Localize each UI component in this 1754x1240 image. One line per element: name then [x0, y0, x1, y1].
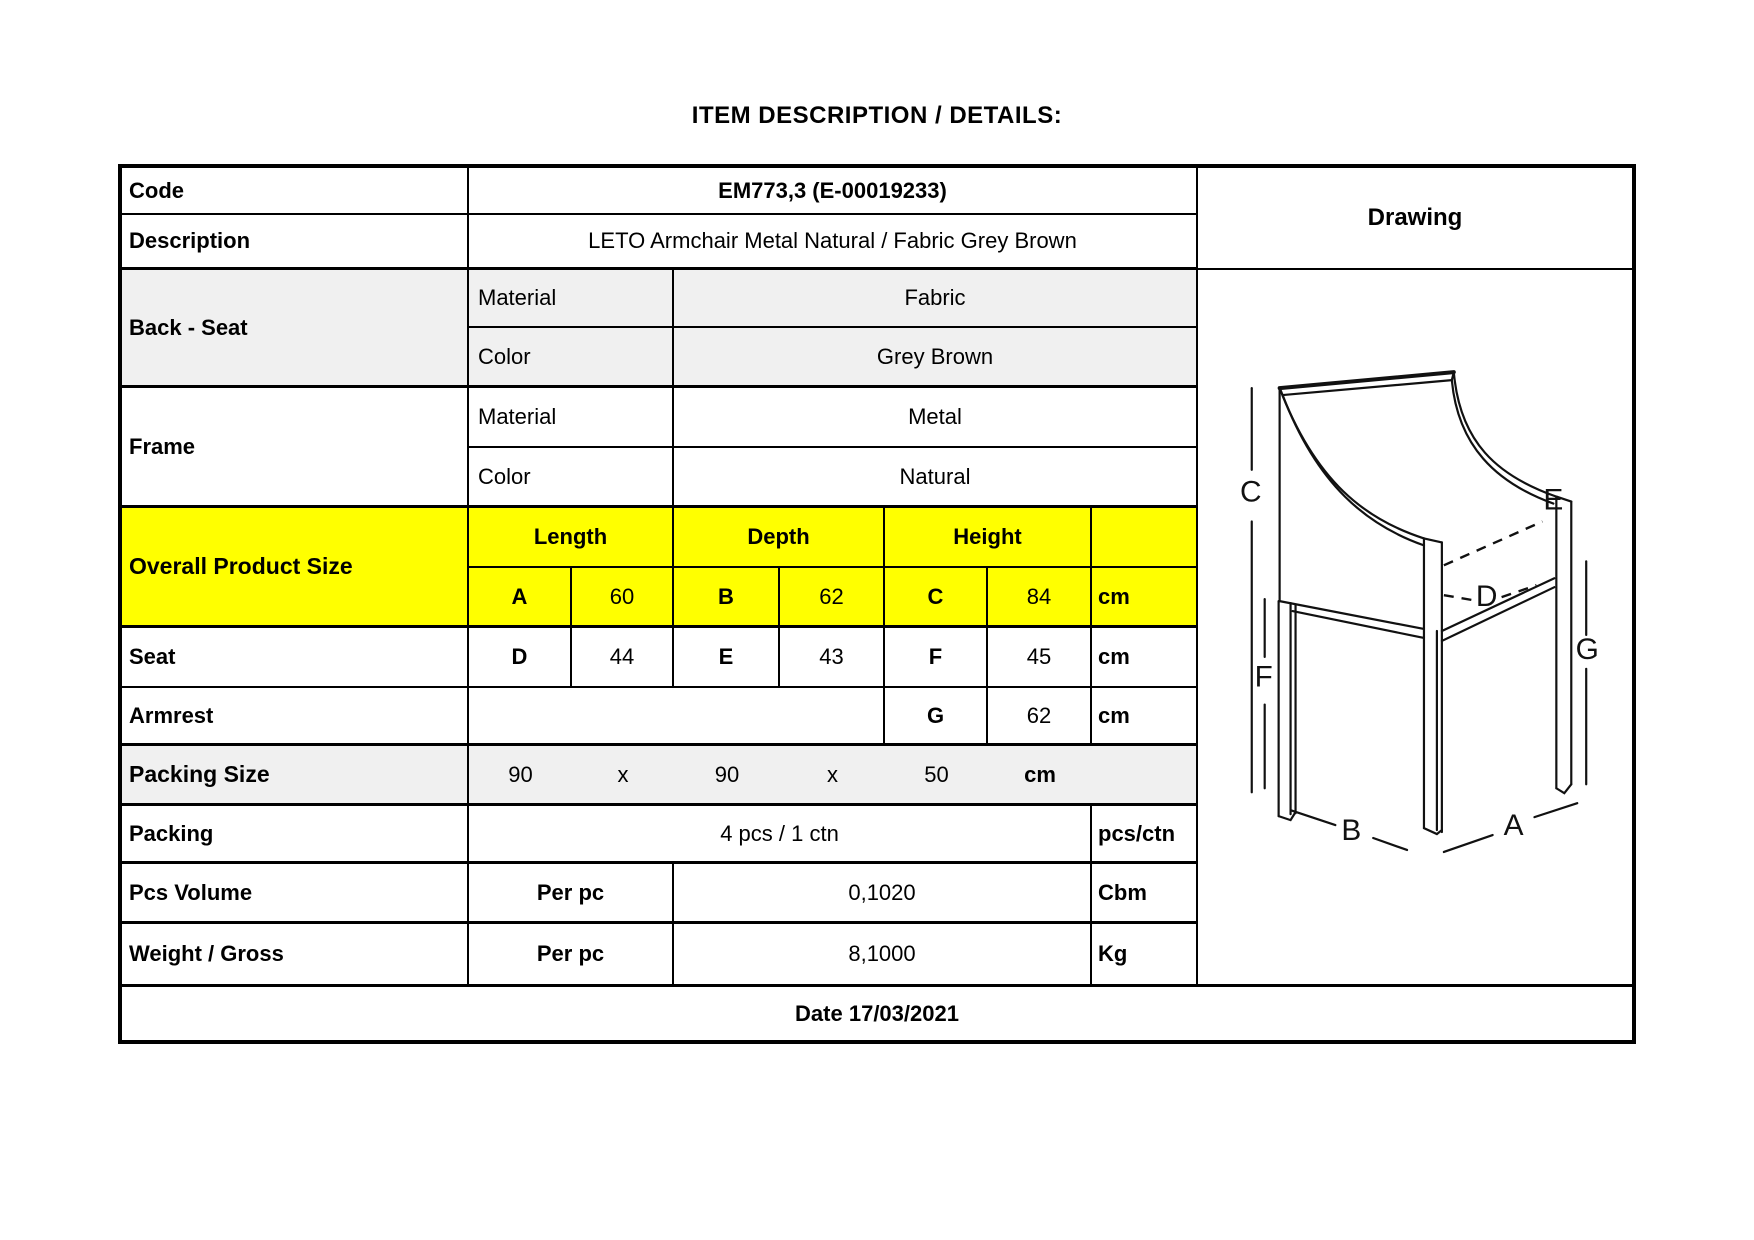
weight-gross-value: 8,1000 — [674, 924, 1092, 984]
date-row: Date 17/03/2021 — [122, 984, 1632, 1040]
dim-a-value: 60 — [572, 568, 674, 628]
depth-header: Depth — [674, 508, 885, 568]
packing-size-values — [469, 746, 1196, 806]
dim-line-d — [1444, 595, 1473, 600]
packing-value: 4 pcs / 1 ctn — [469, 806, 1092, 864]
back-seat-material-label: Material — [469, 270, 674, 328]
overall-size-label: Overall Product Size — [122, 508, 469, 628]
chair-left-arm-curve — [1280, 388, 1424, 538]
armrest-empty — [469, 688, 885, 746]
chair-seat-left-rail — [1280, 601, 1424, 629]
dim-label-c: C — [1239, 475, 1262, 509]
dim-d-value: 44 — [572, 628, 674, 688]
overall-unit: cm — [1092, 568, 1196, 628]
seat-label: Seat — [122, 628, 469, 688]
dim-e-label: E — [674, 628, 780, 688]
packing-size-v3: 50 — [924, 761, 949, 787]
chair-seat-front-rail — [1442, 578, 1554, 631]
packing-size-v2: 90 — [714, 761, 740, 787]
packing-unit: pcs/ctn — [1092, 806, 1196, 864]
packing-size-unit: cm — [1024, 761, 1056, 787]
pcs-volume-unit: Cbm — [1092, 864, 1196, 924]
back-seat-color-value: Grey Brown — [674, 328, 1196, 388]
back-seat-color-label: Color — [469, 328, 674, 388]
dim-e-value: 43 — [780, 628, 885, 688]
drawing-header: Drawing — [1198, 168, 1632, 270]
description-label: Description — [122, 215, 469, 270]
armrest-unit: cm — [1092, 688, 1196, 746]
dim-label-a: A — [1503, 809, 1524, 843]
packing-size-x1: x — [617, 761, 629, 787]
code-label: Code — [122, 168, 469, 215]
dim-b-value: 62 — [780, 568, 885, 628]
unit-header-empty — [1092, 508, 1196, 568]
dim-label-b: B — [1341, 814, 1362, 848]
drawing-column — [1196, 168, 1632, 984]
chair-top-edge — [1280, 372, 1454, 388]
frame-color-value: Natural — [674, 448, 1196, 508]
dim-c-label: C — [885, 568, 988, 628]
dim-label-e: E — [1543, 483, 1564, 517]
dim-d-label: D — [469, 628, 572, 688]
code-value: EM773,3 (E-00019233) — [469, 168, 1196, 215]
dim-g-label: G — [885, 688, 988, 746]
dim-f-value: 45 — [988, 628, 1092, 688]
dim-line-e — [1444, 521, 1543, 565]
packing-size-x2: x — [827, 761, 838, 787]
weight-gross-per: Per pc — [469, 924, 674, 984]
armchair-drawing — [1198, 270, 1632, 982]
packing-size-label: Packing Size — [122, 746, 469, 806]
dim-label-d: D — [1475, 580, 1498, 614]
weight-gross-unit: Kg — [1098, 941, 1128, 966]
length-header: Length — [469, 508, 674, 568]
page-title: ITEM DESCRIPTION / DETAILS: — [691, 102, 1063, 129]
weight-gross-label: Weight / Gross — [122, 924, 469, 984]
armrest-label: Armrest — [122, 688, 469, 746]
pcs-volume-label: Pcs Volume — [122, 864, 469, 924]
seat-unit: cm — [1092, 628, 1196, 688]
drawing-area — [1198, 270, 1632, 982]
dim-f-label: F — [885, 628, 988, 688]
dim-label-f: F — [1254, 660, 1273, 694]
dim-line-b — [1291, 810, 1336, 825]
spec-table — [118, 164, 1636, 1044]
dim-a-label: A — [469, 568, 572, 628]
pcs-volume-per: Per pc — [469, 864, 674, 924]
dim-b-label: B — [674, 568, 780, 628]
frame-material-value: Metal — [674, 388, 1196, 448]
dim-line-a — [1444, 835, 1493, 852]
pcs-volume-value: 0,1020 — [674, 864, 1092, 924]
description-value: LETO Armchair Metal Natural / Fabric Grey Brown — [469, 215, 1196, 270]
back-seat-material-value: Fabric — [674, 270, 1196, 328]
packing-size-v1: 90 — [508, 761, 533, 787]
back-seat-label: Back - Seat — [122, 270, 469, 388]
frame-color-label: Color — [469, 448, 674, 508]
height-header: Height — [885, 508, 1092, 568]
frame-label: Frame — [122, 388, 469, 508]
packing-label: Packing — [122, 806, 469, 864]
frame-material-label: Material — [469, 388, 674, 448]
dim-g-value: 62 — [988, 688, 1092, 746]
spec-table-grid — [122, 168, 1196, 984]
dim-c-value: 84 — [988, 568, 1092, 628]
dim-label-g: G — [1575, 632, 1599, 666]
